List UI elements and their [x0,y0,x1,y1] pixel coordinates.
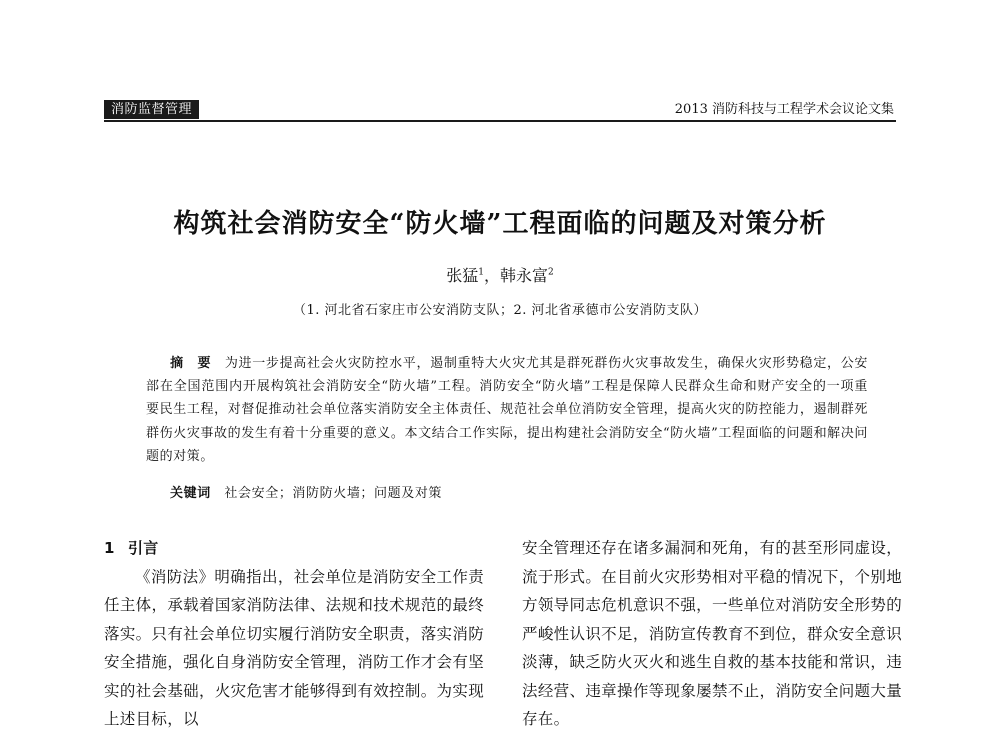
author-name: 张猛 [446,266,479,285]
body-paragraph [104,563,484,734]
section-number: 1 [104,539,115,557]
body-paragraph: 安全管理还存在诸多漏洞和死角，有的甚至形同虚设，流于形式。在目前火灾形势相对平稳的情况下，个别地方领导同志危机意识不强，一些单位对消防安全形势的严峻性认识不足，消防宣传教育不到位，群众安全意识淡薄，缺乏防火灭火和逃生自救的基本技能和常识，违法经营、违章操作等现象屡禁不止，消防安全问题大量存在。 [522,539,902,728]
abstract-text: 为进一步提高社会火灾防控水平，遏制重特大火灾尤其是群死群伤火灾事故发生，确保火灾形势稳定，公安部在全国范围内开展构筑社会消防安全“防火墙”工程。消防安全“防火墙”工程是保障人民群众生命和财产安全的一项重要民生工程，对督促推动社会单位落实消防安全主体责任、规范社会单位消防安全管理，提高火灾的防控能力，遏制群死群伤火灾事故的发生有着十分重要的意义。本文结合工作实际，提出构建社会消防安全“防火墙”工程面临的问题和解决问题的对策。 [146,356,868,464]
journal-title: 2013 消防科技与工程学术会议论文集 [674,102,894,117]
author-separator: ， [483,266,500,285]
abstract [146,352,868,468]
keywords [170,482,870,505]
author-name: 韩永富 [500,266,549,285]
keywords-label: 关键词 [170,486,211,501]
keywords-text: 社会安全；消防防火墙；问题及对策 [224,486,443,501]
section-tag: 消防监督管理 [104,100,199,119]
header-rule [104,120,896,122]
paragraph-text: 《消防法》明确指出，社会单位是消防安全工作责任主体，承载着国家消防法律、法规和技术规范的最终落实。只有社会单位切实履行消防安全职责，落实消防安全措施，强化自身消防安全管理，消防工作才会有坚实的社会基础，火灾危害才能够得到有效控制。为实现上述目标，以 [104,567,484,728]
section-title: 引言 [128,539,159,557]
affiliation-mark: 2 [548,267,554,278]
affiliation-mark: 1 [478,267,484,278]
abstract-label: 摘 要 [170,356,212,371]
affiliation: （1. 河北省石家庄市公安消防支队；2. 河北省承德市公安消防支队） [292,303,708,318]
authors [0,264,1000,288]
right-column [522,534,902,734]
paper-title: 构筑社会消防安全“防火墙”工程面临的问题及对策分析 [173,209,827,239]
left-column [104,534,484,734]
section-heading [104,534,484,563]
